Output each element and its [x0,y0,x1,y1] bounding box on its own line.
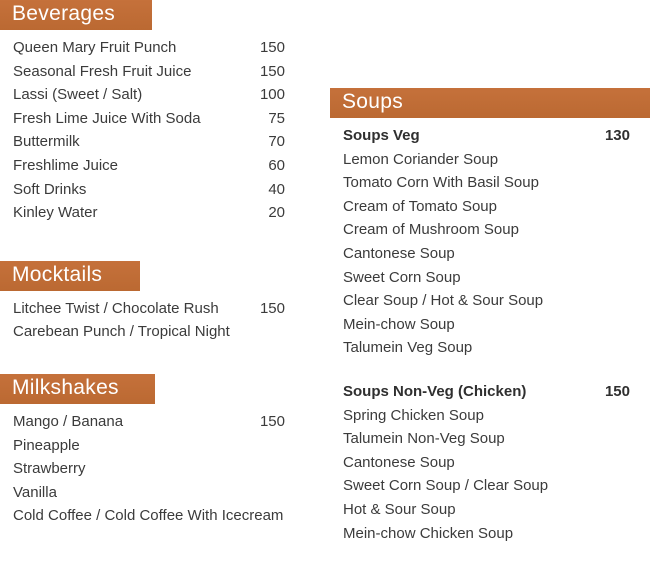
item-name: Mein-chow Soup [343,315,455,333]
item-name: Soft Drinks [13,180,87,198]
item-list-milkshakes [0,410,330,528]
subsection-heading-soups-veg [330,124,650,148]
item-name: Freshlime Juice [13,156,119,174]
item-name: Buttermilk [13,133,80,151]
list-item [330,266,650,290]
list-item [330,498,650,522]
item-name: Lemon Coriander Soup [343,150,499,168]
item-price: 100 [259,86,285,104]
item-name: Talumein Veg Soup [343,339,473,357]
item-name: Mein-chow Chicken Soup [343,524,514,542]
item-list-beverages [0,36,330,225]
subsection-heading-soups-nonveg [330,380,650,404]
item-name: Lassi (Sweet / Salt) [13,86,143,104]
list-item [330,336,650,360]
list-item [0,130,330,154]
list-item [330,148,650,172]
item-name: Litchee Twist / Chocolate Rush [13,299,219,317]
list-item [0,410,330,434]
item-price: 60 [268,156,285,174]
item-name: Soups Non-Veg (Chicken) [343,382,527,400]
list-item [0,320,330,344]
list-item [330,218,650,242]
item-name: Sweet Corn Soup / Clear Soup [343,477,549,495]
section-title-milkshakes: Milkshakes [12,375,119,399]
item-price: 130 [604,127,630,144]
item-name: Tomato Corn With Basil Soup [343,174,539,192]
list-item [0,178,330,202]
section-header-soups [330,88,650,118]
item-price: 150 [259,39,285,56]
item-price: 150 [259,62,285,80]
menu-column-right [330,0,650,545]
item-name: Cold Coffee / Cold Coffee With Icecream [13,507,284,525]
item-name: Spring Chicken Soup [343,406,484,424]
list-item [0,107,330,131]
item-name: Seasonal Fresh Fruit Juice [13,62,192,80]
list-item [0,36,330,60]
item-name: Clear Soup / Hot & Sour Soup [343,292,544,310]
menu-column-left [0,0,330,528]
item-name: Vanilla [13,483,57,501]
section-header-milkshakes [0,374,330,404]
item-price: 150 [259,412,285,430]
item-name: Cantonese Soup [343,453,455,471]
list-item [330,289,650,313]
list-item [0,154,330,178]
item-name: Soups Veg [343,127,420,144]
list-item [330,427,650,451]
list-item [0,457,330,481]
item-list-soups-nonveg [330,380,650,545]
list-item [0,434,330,458]
item-name: Fresh Lime Juice With Soda [13,109,201,127]
item-list-mocktails [0,297,330,344]
list-item [330,404,650,428]
section-title-mocktails: Mocktails [12,262,103,286]
list-item [0,297,330,321]
item-price: 70 [268,133,285,151]
item-name: Cantonese Soup [343,244,455,262]
item-name: Hot & Sour Soup [343,500,456,518]
item-name: Queen Mary Fruit Punch [13,39,177,56]
item-price: 20 [268,204,285,222]
item-price: 150 [604,382,630,400]
list-item [0,60,330,84]
section-title-beverages: Beverages [12,2,116,25]
item-name: Sweet Corn Soup [343,268,461,286]
item-list-soups-veg [330,124,650,360]
list-item [330,171,650,195]
item-price: 150 [259,299,285,317]
list-item [330,451,650,475]
list-item [330,474,650,498]
item-name: Talumein Non-Veg Soup [343,430,505,448]
item-name: Cream of Tomato Soup [343,197,497,215]
list-item [330,313,650,337]
list-item [330,242,650,266]
item-name: Pineapple [13,436,80,454]
list-item [0,83,330,107]
section-title-soups: Soups [342,90,404,113]
item-name: Cream of Mushroom Soup [343,221,519,239]
list-item [0,481,330,505]
item-name: Carebean Punch / Tropical Night [13,323,230,341]
item-name: Kinley Water [13,204,98,222]
list-item [0,201,330,225]
section-header-beverages [0,0,330,30]
list-item [0,504,330,528]
item-price: 40 [268,180,285,198]
item-price: 75 [268,109,285,127]
list-item [330,195,650,219]
item-name: Strawberry [13,460,86,478]
section-header-mocktails [0,261,330,291]
item-name: Mango / Banana [13,412,124,430]
list-item [330,522,650,546]
